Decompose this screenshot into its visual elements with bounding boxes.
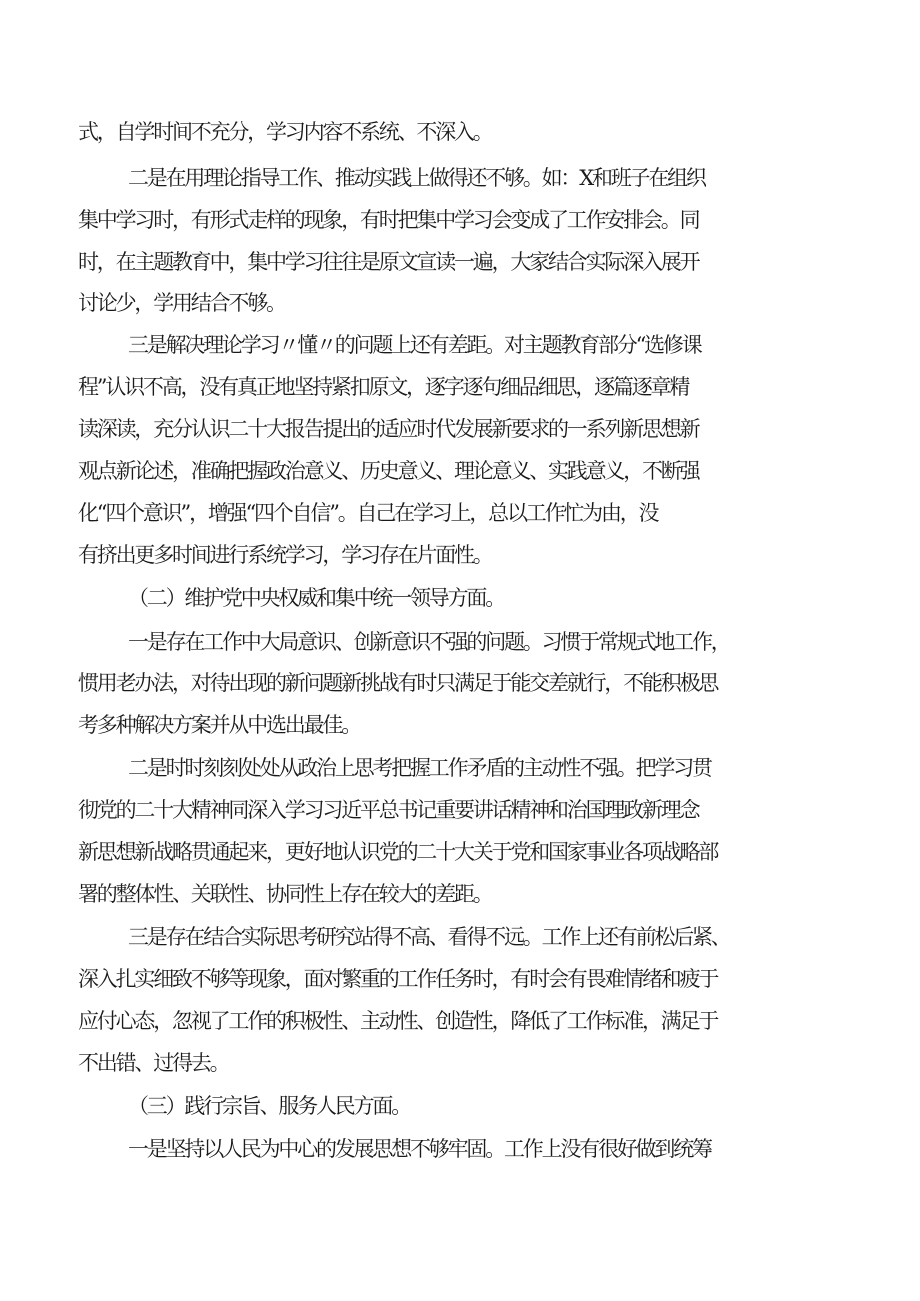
text-line-4: 时，在主题教育中，集中学习往往是原文宣读一遍，大家结合实际深入展开: [78, 250, 699, 274]
text-line-5: 讨论少，学用结合不够。: [78, 291, 285, 315]
section-heading-2: （二）维护党中央权威和集中统一领导方面。: [128, 586, 504, 610]
text-line-17: 彻党的二十大精神同深入学习习近平总书记重要讲话精神和治国理政新理念: [78, 798, 699, 822]
text-line-23: 不出错、过得去。: [78, 1051, 229, 1075]
text-line-3: 集中学习时，有形式走样的现象，有时把集中学习会变成了工作安排会。同: [78, 208, 699, 232]
text-line-11: 有挤出更多时间进行系统学习，学习存在片面性。: [78, 543, 492, 567]
text-line-6: 三是解决理论学习〃懂〃的问题上还有差距。对主题教育部分“选修课: [128, 333, 701, 357]
text-line-16: 二是时时刻刻处处从政治上思考把握工作矛盾的主动性不强。把学习贯: [128, 756, 711, 780]
text-line-25: 一是坚持以人民为中心的发展思想不够牢固。工作上没有很好做到统筹: [128, 1137, 711, 1161]
text-line-7: 程”认识不高，没有真正地坚持紧扣原文，逐字逐句细品细思，逐篇逐章精: [78, 375, 689, 399]
text-line-1: 式，自学时间不充分，学习内容不系统、不深入。: [78, 120, 492, 144]
text-line-19: 署的整体性、关联性、协同性上存在较大的差距。: [78, 882, 492, 906]
text-line-2: 二是在用理论指导工作、推动实践上做得还不够。如：X和班子在组织: [128, 166, 705, 190]
section-heading-3: （三）践行宗旨、服务人民方面。: [128, 1094, 410, 1118]
text-line-22: 应付心态，忽视了工作的积极性、主动性、创造性，降低了工作标准，满足于: [78, 1009, 718, 1033]
text-line-21: 深入扎实细致不够等现象，面对繁重的工作任务时，有时会有畏难情绪和疲于: [78, 967, 718, 991]
text-line-18: 新思想新战略贯通起来，更好地认识党的二十大关于党和国家事业各项战略部: [78, 840, 718, 864]
text-line-10: 化“四个意识”，增强“四个自信”。自己在学习上，总以工作忙为由，没: [78, 501, 658, 525]
text-line-8: 读深读，充分认识二十大报告提出的适应时代发展新要求的一系列新思想新: [78, 417, 699, 441]
text-line-13: 一是存在工作中大局意识、创新意识不强的问题。习惯于常规式地工作，: [128, 630, 730, 654]
text-line-15: 考多种解决方案并从中选出最佳。: [78, 713, 360, 737]
text-line-9: 观点新论述，准确把握政治意义、历史意义、理论意义、实践意义，不断强: [78, 459, 699, 483]
text-line-14: 惯用老办法，对待出现的新问题新挑战有时只满足于能交差就行，不能积极思: [78, 671, 718, 695]
text-line-20: 三是存在结合实际思考研究站得不高、看得不远。工作上还有前松后紧、: [128, 925, 730, 949]
